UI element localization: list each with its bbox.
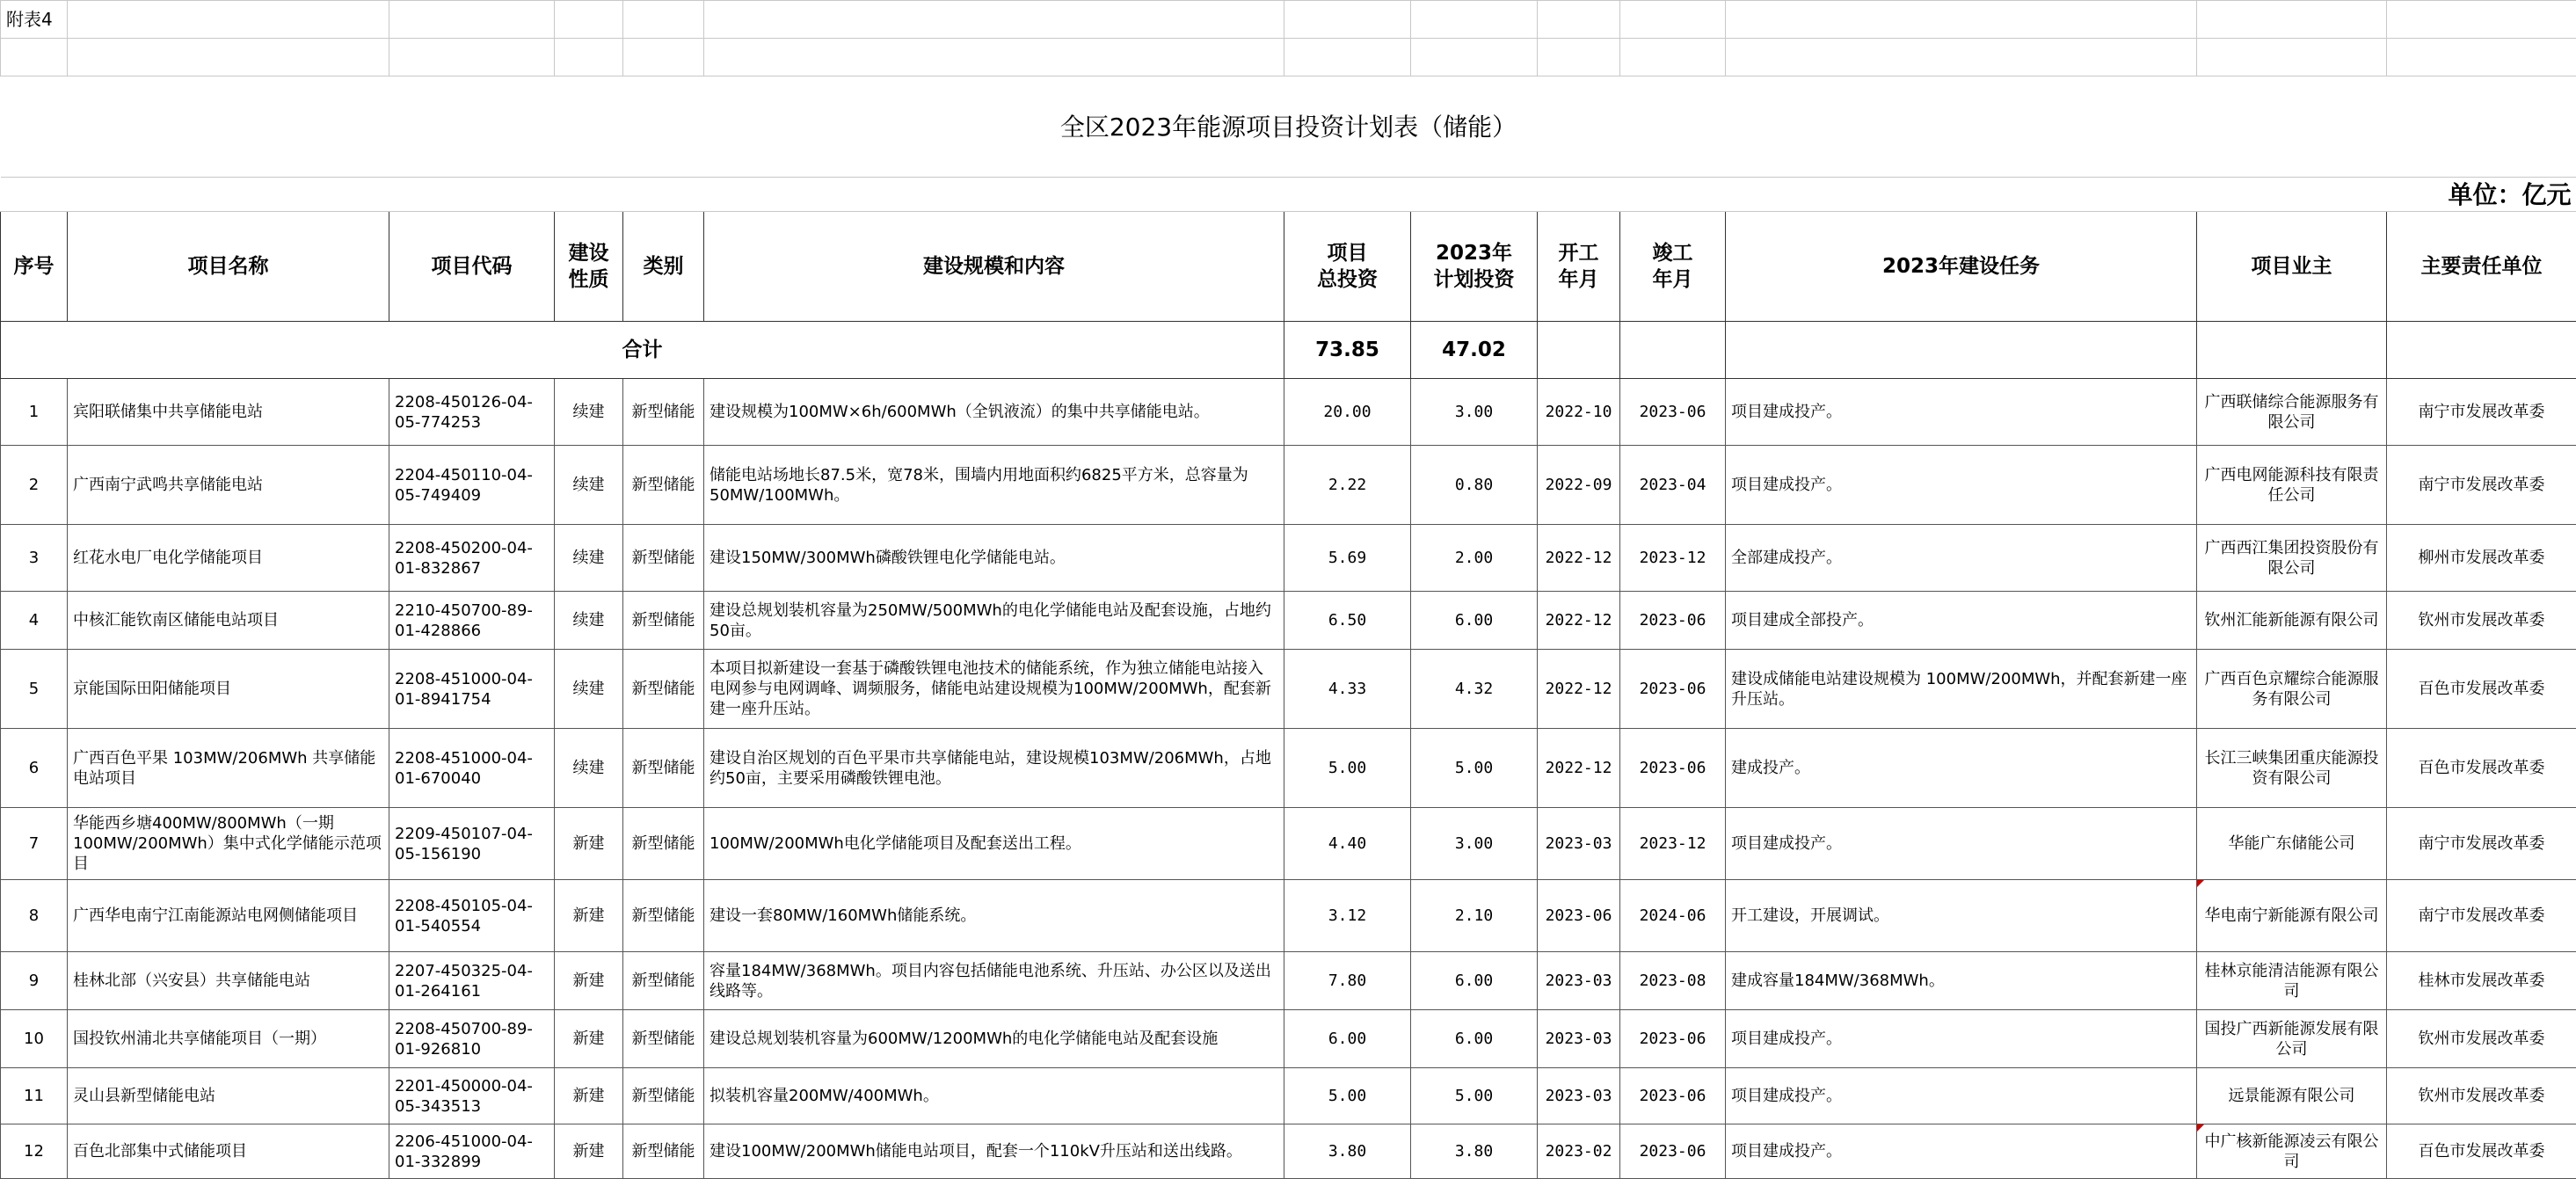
header-owner: 项目业主 — [2197, 212, 2387, 322]
end-month: 2023-06 — [1620, 1010, 1726, 1068]
project-name: 桂林北部（兴安县）共享储能电站 — [68, 952, 389, 1010]
start-month: 2022-10 — [1538, 379, 1620, 446]
build-scope: 100MW/200MWh电化学储能项目及配套送出工程。 — [704, 808, 1284, 880]
project-category: 新型储能 — [623, 952, 704, 1010]
build-scope: 建设150MW/300MWh磷酸铁锂电化学储能电站。 — [704, 525, 1284, 592]
title-row — [1, 76, 2576, 178]
row-seq: 5 — [1, 650, 68, 729]
build-nature: 续建 — [555, 592, 623, 650]
project-code: 2208-451000-04-01-8941754 — [389, 650, 555, 729]
build-scope: 建设100MW/200MWh储能电站项目，配套一个110kV升压站和送出线路。 — [704, 1124, 1284, 1179]
responsible-dept: 南宁市发展改革委 — [2387, 808, 2576, 880]
project-category: 新型储能 — [623, 525, 704, 592]
project-owner: 桂林京能清洁能源有限公司 — [2197, 952, 2387, 1010]
project-code: 2208-451000-04-01-670040 — [389, 729, 555, 808]
plan-invest: 2.00 — [1411, 525, 1538, 592]
total-label: 合计 — [1, 322, 1284, 379]
build-nature: 新建 — [555, 808, 623, 880]
build-task: 项目建成全部投产。 — [1726, 592, 2197, 650]
plan-invest: 5.00 — [1411, 729, 1538, 808]
project-name: 中核汇能钦南区储能电站项目 — [68, 592, 389, 650]
total-invest: 20.00 — [1284, 379, 1411, 446]
table-row — [1, 808, 2576, 880]
plan-invest: 6.00 — [1411, 1010, 1538, 1068]
project-code: 2208-450700-89-01-926810 — [389, 1010, 555, 1068]
header-row — [1, 212, 2576, 322]
responsible-dept: 百色市发展改革委 — [2387, 650, 2576, 729]
build-scope: 本项目拟新建设一套基于磷酸铁锂电池技术的储能系统，作为独立储能电站接入电网参与电网调峰、调频服务，储能电站建设规模为100MW/200MWh，配套新建一座升压站。 — [704, 650, 1284, 729]
start-month: 2023-03 — [1538, 808, 1620, 880]
plan-invest: 3.00 — [1411, 808, 1538, 880]
total-row — [1, 322, 2576, 379]
start-month: 2022-12 — [1538, 729, 1620, 808]
project-code: 2208-450105-04-01-540554 — [389, 880, 555, 952]
end-month: 2023-06 — [1620, 592, 1726, 650]
project-code: 2201-450000-04-05-343513 — [389, 1068, 555, 1124]
project-owner: 中广核新能源凌云有限公司 — [2197, 1124, 2387, 1179]
responsible-dept: 钦州市发展改革委 — [2387, 592, 2576, 650]
row-seq: 4 — [1, 592, 68, 650]
project-code: 2204-450110-04-05-749409 — [389, 446, 555, 525]
project-category: 新型储能 — [623, 808, 704, 880]
total-invest: 5.69 — [1284, 525, 1411, 592]
responsible-dept: 南宁市发展改革委 — [2387, 446, 2576, 525]
table-row — [1, 880, 2576, 952]
end-month: 2023-06 — [1620, 1124, 1726, 1179]
end-month: 2023-06 — [1620, 379, 1726, 446]
unit-row — [1, 178, 2576, 212]
project-category: 新型储能 — [623, 729, 704, 808]
plan-invest: 0.80 — [1411, 446, 1538, 525]
end-month: 2023-04 — [1620, 446, 1726, 525]
row-seq: 8 — [1, 880, 68, 952]
header-plan-invest: 2023年 计划投资 — [1411, 212, 1538, 322]
build-nature: 续建 — [555, 446, 623, 525]
build-nature: 新建 — [555, 1068, 623, 1124]
end-month: 2023-06 — [1620, 729, 1726, 808]
row-seq: 6 — [1, 729, 68, 808]
total-invest: 3.12 — [1284, 880, 1411, 952]
project-category: 新型储能 — [623, 1010, 704, 1068]
build-task: 全部建成投产。 — [1726, 525, 2197, 592]
row-seq: 11 — [1, 1068, 68, 1124]
plan-invest: 6.00 — [1411, 592, 1538, 650]
total-invest: 4.40 — [1284, 808, 1411, 880]
build-scope: 容量184MW/368MWh。项目内容包括储能电池系统、升压站、办公区以及送出线路等。 — [704, 952, 1284, 1010]
build-scope: 拟装机容量200MW/400MWh。 — [704, 1068, 1284, 1124]
project-category: 新型储能 — [623, 1124, 704, 1179]
project-name: 灵山县新型储能电站 — [68, 1068, 389, 1124]
responsible-dept: 南宁市发展改革委 — [2387, 379, 2576, 446]
build-scope: 建设总规划装机容量为600MW/1200MWh的电化学储能电站及配套设施 — [704, 1010, 1284, 1068]
row-seq: 7 — [1, 808, 68, 880]
project-code: 2210-450700-89-01-428866 — [389, 592, 555, 650]
page-title: 全区2023年能源项目投资计划表（储能） — [1, 76, 2576, 178]
plan-invest: 3.00 — [1411, 379, 1538, 446]
project-name: 红花水电厂电化学储能项目 — [68, 525, 389, 592]
sheet-note: 附表4 — [1, 1, 68, 39]
build-task: 建设成储能电站建设规模为 100MW/200MWh，并配套新建一座升压站。 — [1726, 650, 2197, 729]
project-code: 2207-450325-04-01-264161 — [389, 952, 555, 1010]
project-category: 新型储能 — [623, 880, 704, 952]
build-task: 项目建成投产。 — [1726, 446, 2197, 525]
responsible-dept: 钦州市发展改革委 — [2387, 1010, 2576, 1068]
table-row — [1, 525, 2576, 592]
plan-invest: 2.10 — [1411, 880, 1538, 952]
build-nature: 新建 — [555, 880, 623, 952]
header-scope: 建设规模和内容 — [704, 212, 1284, 322]
table-row — [1, 729, 2576, 808]
build-nature: 新建 — [555, 952, 623, 1010]
build-scope: 建设规模为100MW×6h/600MWh（全钒液流）的集中共享储能电站。 — [704, 379, 1284, 446]
build-nature: 续建 — [555, 379, 623, 446]
build-task: 建成投产。 — [1726, 729, 2197, 808]
total-invest: 6.00 — [1284, 1010, 1411, 1068]
total-invest-sum: 73.85 — [1284, 322, 1411, 379]
plan-invest: 3.80 — [1411, 1124, 1538, 1179]
project-owner: 广西百色京耀综合能源服务有限公司 — [2197, 650, 2387, 729]
project-category: 新型储能 — [623, 592, 704, 650]
project-code: 2206-451000-04-01-332899 — [389, 1124, 555, 1179]
build-nature: 续建 — [555, 525, 623, 592]
header-task: 2023年建设任务 — [1726, 212, 2197, 322]
row-seq: 9 — [1, 952, 68, 1010]
project-owner: 广西联储综合能源服务有限公司 — [2197, 379, 2387, 446]
project-owner: 华能广东储能公司 — [2197, 808, 2387, 880]
build-task: 项目建成投产。 — [1726, 379, 2197, 446]
start-month: 2023-06 — [1538, 880, 1620, 952]
table-row — [1, 592, 2576, 650]
build-nature: 续建 — [555, 650, 623, 729]
start-month: 2023-03 — [1538, 1068, 1620, 1124]
end-month: 2023-12 — [1620, 808, 1726, 880]
build-scope: 建设自治区规划的百色平果市共享储能电站，建设规模103MW/206MWh，占地约50亩，主要采用磷酸铁锂电池。 — [704, 729, 1284, 808]
plan-invest-sum: 47.02 — [1411, 322, 1538, 379]
table-row — [1, 1010, 2576, 1068]
row-seq: 1 — [1, 379, 68, 446]
row-seq: 12 — [1, 1124, 68, 1179]
build-task: 项目建成投产。 — [1726, 808, 2197, 880]
row-seq: 10 — [1, 1010, 68, 1068]
table-row — [1, 952, 2576, 1010]
project-owner: 广西电网能源科技有限责任公司 — [2197, 446, 2387, 525]
total-invest: 5.00 — [1284, 1068, 1411, 1124]
project-code: 2208-450126-04-05-774253 — [389, 379, 555, 446]
plan-invest: 5.00 — [1411, 1068, 1538, 1124]
responsible-dept: 百色市发展改革委 — [2387, 729, 2576, 808]
row-seq: 2 — [1, 446, 68, 525]
project-category: 新型储能 — [623, 1068, 704, 1124]
start-month: 2023-03 — [1538, 952, 1620, 1010]
start-month: 2022-12 — [1538, 525, 1620, 592]
project-name: 百色北部集中式储能项目 — [68, 1124, 389, 1179]
plan-invest: 6.00 — [1411, 952, 1538, 1010]
project-category: 新型储能 — [623, 379, 704, 446]
start-month: 2022-09 — [1538, 446, 1620, 525]
project-name: 广西南宁武鸣共享储能电站 — [68, 446, 389, 525]
start-month: 2022-12 — [1538, 592, 1620, 650]
end-month: 2023-06 — [1620, 650, 1726, 729]
end-month: 2024-06 — [1620, 880, 1726, 952]
end-month: 2023-06 — [1620, 1068, 1726, 1124]
note-row — [1, 1, 2576, 39]
header-seq: 序号 — [1, 212, 68, 322]
build-nature: 新建 — [555, 1124, 623, 1179]
project-name: 国投钦州浦北共享储能项目（一期） — [68, 1010, 389, 1068]
header-code: 项目代码 — [389, 212, 555, 322]
project-name: 广西百色平果 103MW/206MWh 共享储能电站项目 — [68, 729, 389, 808]
header-name: 项目名称 — [68, 212, 389, 322]
responsible-dept: 南宁市发展改革委 — [2387, 880, 2576, 952]
project-name: 广西华电南宁江南能源站电网侧储能项目 — [68, 880, 389, 952]
start-month: 2023-02 — [1538, 1124, 1620, 1179]
build-nature: 续建 — [555, 729, 623, 808]
build-task: 项目建成投产。 — [1726, 1068, 2197, 1124]
project-owner: 远景能源有限公司 — [2197, 1068, 2387, 1124]
responsible-dept: 百色市发展改革委 — [2387, 1124, 2576, 1179]
build-nature: 新建 — [555, 1010, 623, 1068]
project-code: 2209-450107-04-05-156190 — [389, 808, 555, 880]
row-seq: 3 — [1, 525, 68, 592]
end-month: 2023-12 — [1620, 525, 1726, 592]
plan-invest: 4.32 — [1411, 650, 1538, 729]
header-category: 类别 — [623, 212, 704, 322]
table-row — [1, 446, 2576, 525]
start-month: 2022-12 — [1538, 650, 1620, 729]
build-scope: 建设总规划装机容量为250MW/500MWh的电化学储能电站及配套设施，占地约50亩。 — [704, 592, 1284, 650]
project-owner: 钦州汇能新能源有限公司 — [2197, 592, 2387, 650]
header-end: 竣工 年月 — [1620, 212, 1726, 322]
total-invest: 4.33 — [1284, 650, 1411, 729]
header-total-invest: 项目 总投资 — [1284, 212, 1411, 322]
table-row — [1, 1124, 2576, 1179]
build-task: 开工建设，开展调试。 — [1726, 880, 2197, 952]
project-owner: 广西西江集团投资股份有限公司 — [2197, 525, 2387, 592]
project-owner: 华电南宁新能源有限公司 — [2197, 880, 2387, 952]
responsible-dept: 钦州市发展改革委 — [2387, 1068, 2576, 1124]
build-scope: 储能电站场地长87.5米，宽78米，围墙内用地面积约6825平方米，总容量为50MW/100MWh。 — [704, 446, 1284, 525]
project-owner: 国投广西新能源发展有限公司 — [2197, 1010, 2387, 1068]
build-scope: 建设一套80MW/160MWh储能系统。 — [704, 880, 1284, 952]
unit-label: 单位：亿元 — [1, 178, 2576, 212]
build-task: 项目建成投产。 — [1726, 1010, 2197, 1068]
project-category: 新型储能 — [623, 650, 704, 729]
header-start: 开工 年月 — [1538, 212, 1620, 322]
table-row — [1, 379, 2576, 446]
build-task: 建成容量184MW/368MWh。 — [1726, 952, 2197, 1010]
total-invest: 5.00 — [1284, 729, 1411, 808]
responsible-dept: 桂林市发展改革委 — [2387, 952, 2576, 1010]
project-name: 宾阳联储集中共享储能电站 — [68, 379, 389, 446]
blank-row — [1, 39, 2576, 76]
table-row — [1, 1068, 2576, 1124]
total-invest: 7.80 — [1284, 952, 1411, 1010]
header-dept: 主要责任单位 — [2387, 212, 2576, 322]
project-category: 新型储能 — [623, 446, 704, 525]
table-row — [1, 650, 2576, 729]
start-month: 2023-03 — [1538, 1010, 1620, 1068]
header-nature: 建设 性质 — [555, 212, 623, 322]
project-code: 2208-450200-04-01-832867 — [389, 525, 555, 592]
project-name: 华能西乡塘400MW/800MWh（一期100MW/200MWh）集中式化学储能示范项目 — [68, 808, 389, 880]
total-invest: 3.80 — [1284, 1124, 1411, 1179]
project-owner: 长江三峡集团重庆能源投资有限公司 — [2197, 729, 2387, 808]
build-task: 项目建成投产。 — [1726, 1124, 2197, 1179]
total-invest: 6.50 — [1284, 592, 1411, 650]
responsible-dept: 柳州市发展改革委 — [2387, 525, 2576, 592]
total-invest: 2.22 — [1284, 446, 1411, 525]
project-name: 京能国际田阳储能项目 — [68, 650, 389, 729]
end-month: 2023-08 — [1620, 952, 1726, 1010]
